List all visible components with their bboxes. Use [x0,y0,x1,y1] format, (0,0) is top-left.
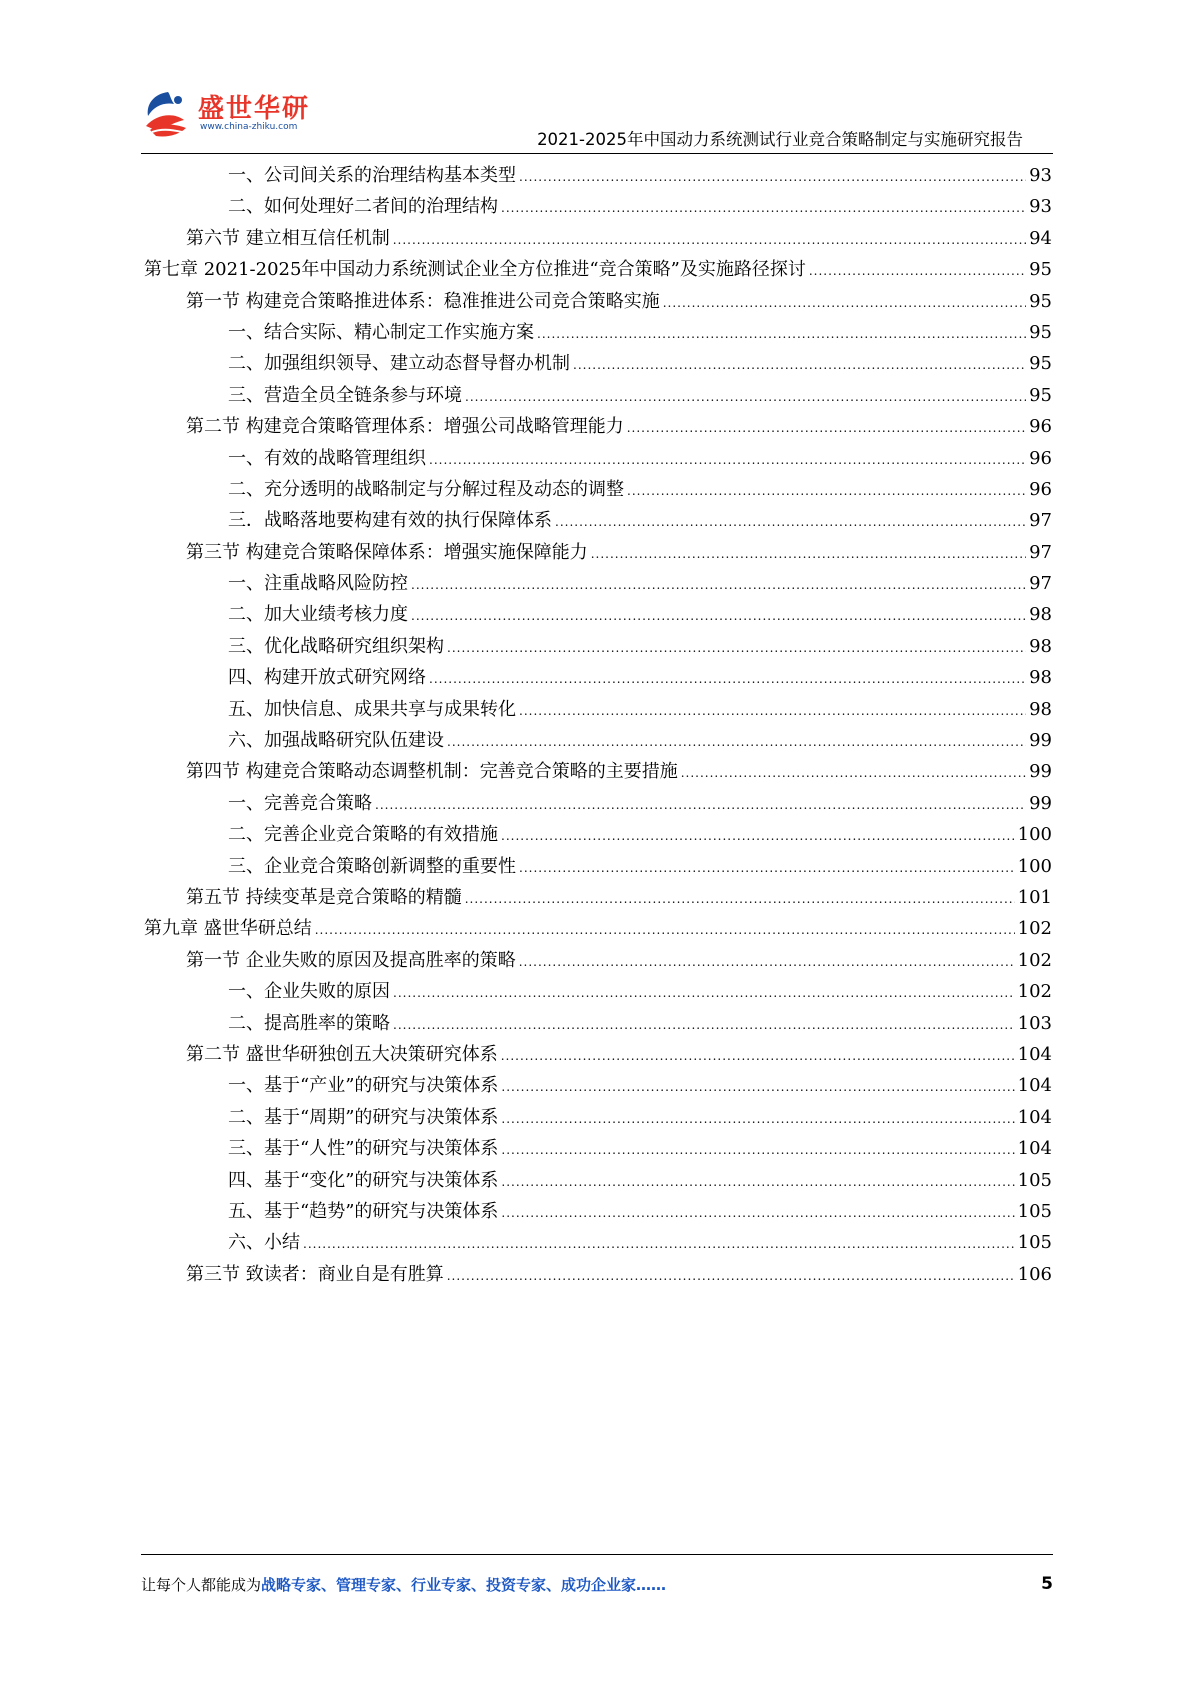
toc-entry-title: 三、营造全员全链条参与环境 [228,384,462,406]
toc-entry-title: 三、企业竞合策略创新调整的重要性 [228,855,516,877]
toc-entry[interactable] [144,1102,1052,1133]
toc-entry-page: 99 [1029,761,1052,783]
toc-entry-page: 104 [1017,1043,1052,1065]
toc-entry[interactable] [144,348,1052,379]
toc-entry-page: 95 [1029,321,1052,343]
toc-entry[interactable] [144,756,1052,787]
toc-entry-page: 96 [1029,416,1052,438]
toc-dot-leader [519,853,1015,882]
toc-entry-title: 四、构建开放式研究网络 [228,667,426,689]
toc-entry-page: 93 [1029,165,1052,186]
toc-entry-page: 97 [1029,573,1052,595]
toc-entry-title: 五、基于“趋势”的研究与决策体系 [228,1200,499,1222]
company-logo [140,86,310,146]
logo-emblem-icon [140,86,200,146]
toc-dot-leader [663,288,1026,317]
toc-entry[interactable] [144,1133,1052,1164]
report-title: 2021-2025年中国动力系统测试行业竞合策略制定与实施研究报告 [537,130,1023,149]
toc-entry[interactable] [144,694,1052,725]
toc-dot-leader [429,445,1026,474]
toc-entry-title: 一、完善竞合策略 [228,792,372,814]
toc-entry-title: 六、小结 [228,1232,300,1254]
toc-dot-leader [447,727,1026,756]
toc-entry[interactable] [144,505,1052,536]
toc-dot-leader [501,1135,1014,1164]
toc-entry-title: 四、基于“变化”的研究与决策体系 [228,1169,499,1191]
toc-entry-page: 105 [1017,1232,1052,1254]
toc-entry[interactable] [144,411,1052,442]
toc-entry[interactable] [144,1227,1052,1258]
toc-dot-leader [681,758,1026,787]
toc-dot-leader [393,225,1026,254]
toc-dot-leader [465,382,1026,411]
toc-entry-page: 105 [1017,1200,1052,1222]
toc-entry[interactable] [144,882,1052,913]
toc-dot-leader [501,1198,1014,1227]
toc-entry[interactable] [144,160,1052,191]
toc-entry-page: 98 [1029,604,1052,626]
toc-entry-page: 104 [1017,1138,1052,1160]
toc-entry-page: 102 [1017,918,1052,940]
toc-entry-title: 第一节 企业失败的原因及提高胜率的策略 [186,949,516,971]
toc-entry-page: 105 [1017,1169,1052,1191]
toc-entry-title: 第二节 构建竞合策略管理体系：增强公司战略管理能力 [186,416,624,438]
toc-entry-page: 104 [1017,1075,1052,1097]
logo-name: 盛世华研 [198,94,311,124]
toc-dot-leader [519,696,1026,725]
toc-entry[interactable] [144,976,1052,1007]
toc-entry-page: 97 [1029,541,1052,563]
toc-entry-page: 101 [1017,886,1052,908]
footer-divider [141,1554,1053,1555]
toc-entry[interactable] [144,474,1052,505]
toc-dot-leader [555,507,1026,536]
toc-entry-title: 第四节 构建竞合策略动态调整机制：完善竞合策略的主要措施 [186,761,678,783]
toc-entry[interactable] [144,599,1052,630]
toc-entry[interactable] [144,725,1052,756]
toc-entry-title: 三．战略落地要构建有效的执行保障体系 [228,510,552,532]
toc-entry-title: 二、完善企业竞合策略的有效措施 [228,824,498,846]
toc-dot-leader [501,1167,1014,1196]
toc-entry-title: 二、基于“周期”的研究与决策体系 [228,1106,499,1128]
toc-entry-page: 98 [1029,635,1052,657]
toc-dot-leader [591,539,1026,568]
toc-entry-page: 100 [1017,855,1052,877]
toc-entry[interactable] [144,537,1052,568]
toc-entry-page: 102 [1017,949,1052,971]
page-number: 5 [1041,1574,1053,1594]
toc-entry-page: 97 [1029,510,1052,532]
toc-entry[interactable] [144,1070,1052,1101]
toc-dot-leader [429,664,1026,693]
toc-dot-leader [519,162,1026,191]
toc-entry-page: 103 [1017,1012,1052,1034]
toc-dot-leader [375,790,1026,819]
toc-dot-leader [315,915,1015,944]
toc-entry[interactable] [144,631,1052,662]
toc-entry-title: 三、基于“人性”的研究与决策体系 [228,1138,499,1160]
toc-entry-title: 第二节 盛世华研独创五大决策研究体系 [186,1043,498,1065]
toc-entry[interactable] [144,662,1052,693]
toc-dot-leader [501,1072,1014,1101]
toc-entry-title: 二、提高胜率的策略 [228,1012,390,1034]
toc-entry-page: 104 [1017,1106,1052,1128]
toc-entry-page: 100 [1017,824,1052,846]
toc-entry-title: 一、有效的战略管理组织 [228,447,426,469]
toc-entry[interactable] [144,254,1052,285]
toc-entry-page: 99 [1029,730,1052,752]
toc-dot-leader [501,193,1026,222]
toc-dot-leader [447,1261,1015,1290]
toc-entry[interactable] [144,286,1052,317]
toc-entry[interactable] [144,317,1052,348]
toc-entry-title: 第九章 盛世华研总结 [144,918,312,940]
toc-dot-leader [393,978,1015,1007]
toc-entry-title: 二、如何处理好二者间的治理结构 [228,196,498,218]
toc-dot-leader [501,1104,1014,1133]
toc-entry-title: 一、基于“产业”的研究与决策体系 [228,1075,499,1097]
toc-entry-page: 95 [1029,353,1052,375]
toc-entry[interactable] [144,819,1052,850]
toc-entry-page: 96 [1029,447,1052,469]
toc-entry-title: 一、注重战略风险防控 [228,573,408,595]
toc-entry-title: 三、优化战略研究组织架构 [228,635,444,657]
toc-dot-leader [537,319,1026,348]
toc-dot-leader [393,1010,1015,1039]
page-footer [141,1574,1053,1604]
toc-entry-page: 93 [1029,196,1052,218]
toc-entry[interactable] [144,1196,1052,1227]
toc-entry-title: 二、加大业绩考核力度 [228,604,408,626]
toc-entry-title: 第三节 致读者：商业自是有胜算 [186,1263,444,1285]
toc-entry-page: 98 [1029,698,1052,720]
toc-entry[interactable] [144,568,1052,599]
toc-dot-leader [627,413,1026,442]
toc-entry[interactable] [144,191,1052,222]
footer-slogan-highlight: 战略专家、管理专家、行业专家、投资专家、成功企业家…… [261,1576,667,1594]
toc-entry-title: 一、结合实际、精心制定工作实施方案 [228,321,534,343]
toc-entry[interactable] [144,1039,1052,1070]
toc-entry-page: 106 [1017,1263,1052,1285]
toc-dot-leader [303,1229,1015,1258]
toc-entry-page: 95 [1029,259,1052,281]
footer-slogan-lead: 让每个人都能成为 [141,1576,262,1594]
toc-entry[interactable] [144,223,1052,254]
table-of-contents [144,160,1052,1290]
toc-dot-leader [447,633,1026,662]
logo-url: www.china-zhiku.com [200,122,298,132]
toc-dot-leader [809,256,1026,285]
toc-entry[interactable] [144,851,1052,882]
toc-dot-leader [519,947,1015,976]
toc-entry[interactable] [144,913,1052,944]
toc-dot-leader [411,570,1026,599]
toc-dot-leader [501,821,1015,850]
toc-entry-page: 102 [1017,981,1052,1003]
toc-entry-title: 一、公司间关系的治理结构基本类型 [228,165,516,186]
page-header [0,0,1191,160]
toc-entry[interactable] [144,1165,1052,1196]
toc-dot-leader [627,476,1026,505]
toc-entry-title: 第一节 构建竞合策略推进体系：稳准推进公司竞合策略实施 [186,290,660,312]
toc-entry-page: 96 [1029,478,1052,500]
toc-entry-page: 95 [1029,384,1052,406]
toc-entry-title: 六、加强战略研究队伍建设 [228,730,444,752]
toc-entry-title: 二、加强组织领导、建立动态督导督办机制 [228,353,570,375]
toc-entry-page: 98 [1029,667,1052,689]
toc-entry[interactable] [144,945,1052,976]
toc-entry-title: 一、企业失败的原因 [228,981,390,1003]
toc-dot-leader [501,1041,1015,1070]
toc-entry-title: 第五节 持续变革是竞合策略的精髓 [186,886,462,908]
toc-entry-page: 99 [1029,792,1052,814]
toc-entry-page: 94 [1029,227,1052,249]
toc-entry[interactable] [144,1008,1052,1039]
header-divider [141,153,1053,154]
toc-entry-title: 二、充分透明的战略制定与分解过程及动态的调整 [228,478,624,500]
toc-entry-title: 五、加快信息、成果共享与成果转化 [228,698,516,720]
toc-entry[interactable] [144,380,1052,411]
toc-dot-leader [573,350,1026,379]
toc-entry-page: 95 [1029,290,1052,312]
toc-entry-title: 第七章 2021-2025年中国动力系统测试企业全方位推进“竞合策略”及实施路径探讨 [144,259,806,281]
toc-entry[interactable] [144,443,1052,474]
toc-entry[interactable] [144,1259,1052,1290]
toc-entry[interactable] [144,788,1052,819]
toc-entry-title: 第六节 建立相互信任机制 [186,227,390,249]
toc-dot-leader [465,884,1015,913]
toc-dot-leader [411,601,1026,630]
toc-entry-title: 第三节 构建竞合策略保障体系：增强实施保障能力 [186,541,588,563]
